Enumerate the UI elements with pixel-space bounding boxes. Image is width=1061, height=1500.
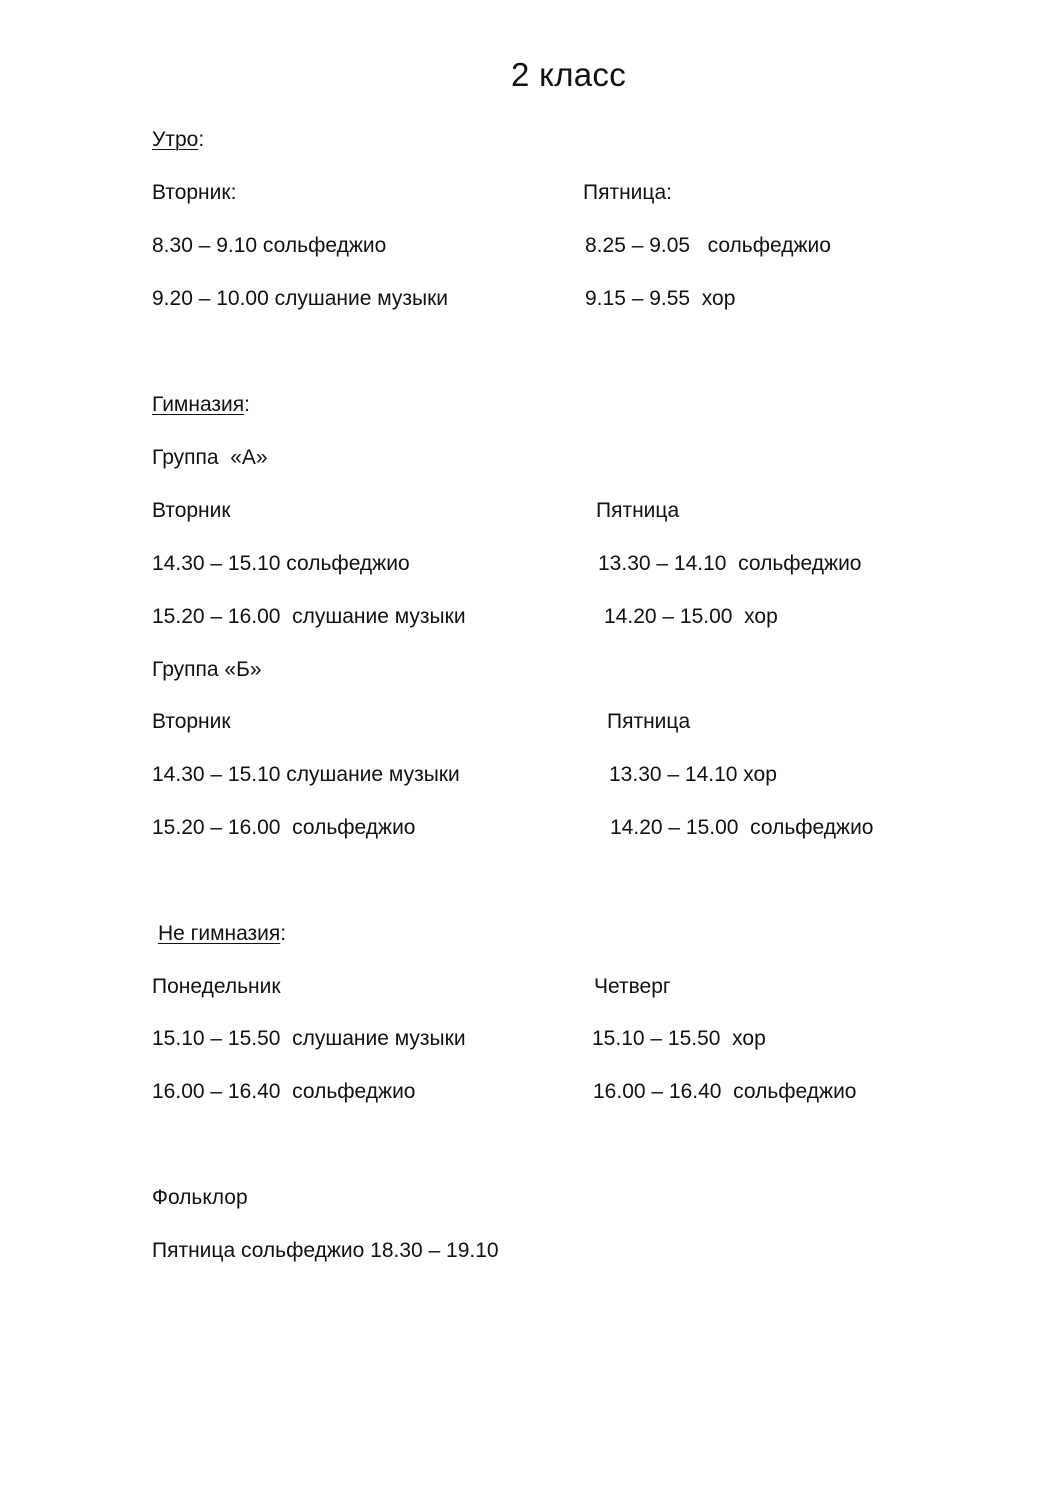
group-a-left-lesson-1: 14.30 – 15.10 сольфеджио	[152, 552, 410, 575]
group-a-right-lesson-1: 13.30 – 14.10 сольфеджио	[598, 552, 862, 575]
morning-heading-text: Утро	[152, 128, 199, 151]
group-b-right-day: Пятница	[607, 710, 691, 733]
non-gymnasium-left-lesson-2: 16.00 – 16.40 сольфеджио	[152, 1080, 416, 1103]
gymnasium-heading-colon: :	[244, 393, 250, 416]
non-gymnasium-left-lesson-1: 15.10 – 15.50 слушание музыки	[152, 1027, 466, 1050]
group-b-left-day: Вторник	[152, 710, 231, 733]
section-heading-folklore: Фольклор	[152, 1186, 248, 1209]
group-a-label: Группа «А»	[152, 446, 268, 469]
section-heading-morning	[152, 126, 204, 154]
group-b-left-lesson-2: 15.20 – 16.00 сольфеджио	[152, 816, 416, 839]
group-a-right-day: Пятница	[596, 499, 680, 522]
section-heading-gymnasium	[152, 391, 250, 419]
group-b-left-lesson-1: 14.30 – 15.10 слушание музыки	[152, 763, 460, 786]
non-gymnasium-heading-text: Не гимназия	[158, 922, 281, 945]
non-gymnasium-right-lesson-1: 15.10 – 15.50 хор	[592, 1027, 766, 1050]
group-a-left-day: Вторник	[152, 499, 231, 522]
morning-left-day: Вторник:	[152, 181, 237, 204]
group-a-right-lesson-2: 14.20 – 15.00 хор	[604, 605, 778, 628]
morning-left-lesson-2: 9.20 – 10.00 слушание музыки	[152, 287, 449, 310]
group-b-right-lesson-1: 13.30 – 14.10 хор	[609, 763, 777, 786]
non-gymnasium-left-day: Понедельник	[152, 975, 281, 998]
non-gymnasium-heading-colon: :	[280, 922, 287, 945]
page-title: 2 класс	[510, 56, 627, 93]
morning-heading-colon: :	[198, 128, 205, 151]
morning-left-lesson-1: 8.30 – 9.10 сольфеджио	[152, 234, 387, 257]
group-b-right-lesson-2: 14.20 – 15.00 сольфеджио	[610, 816, 874, 839]
folklore-lesson: Пятница сольфеджио 18.30 – 19.10	[152, 1239, 499, 1262]
non-gymnasium-right-day: Четверг	[594, 975, 671, 998]
group-b-label: Группа «Б»	[152, 658, 262, 681]
group-a-left-lesson-2: 15.20 – 16.00 слушание музыки	[152, 605, 466, 628]
morning-right-lesson-1: 8.25 – 9.05 сольфеджио	[585, 234, 831, 257]
morning-right-lesson-2: 9.15 – 9.55 хор	[585, 287, 736, 310]
non-gymnasium-right-lesson-2: 16.00 – 16.40 сольфеджио	[593, 1080, 857, 1103]
gymnasium-heading-text: Гимназия	[152, 393, 245, 416]
morning-right-day: Пятница:	[583, 181, 672, 204]
section-heading-non-gymnasium	[158, 920, 286, 948]
